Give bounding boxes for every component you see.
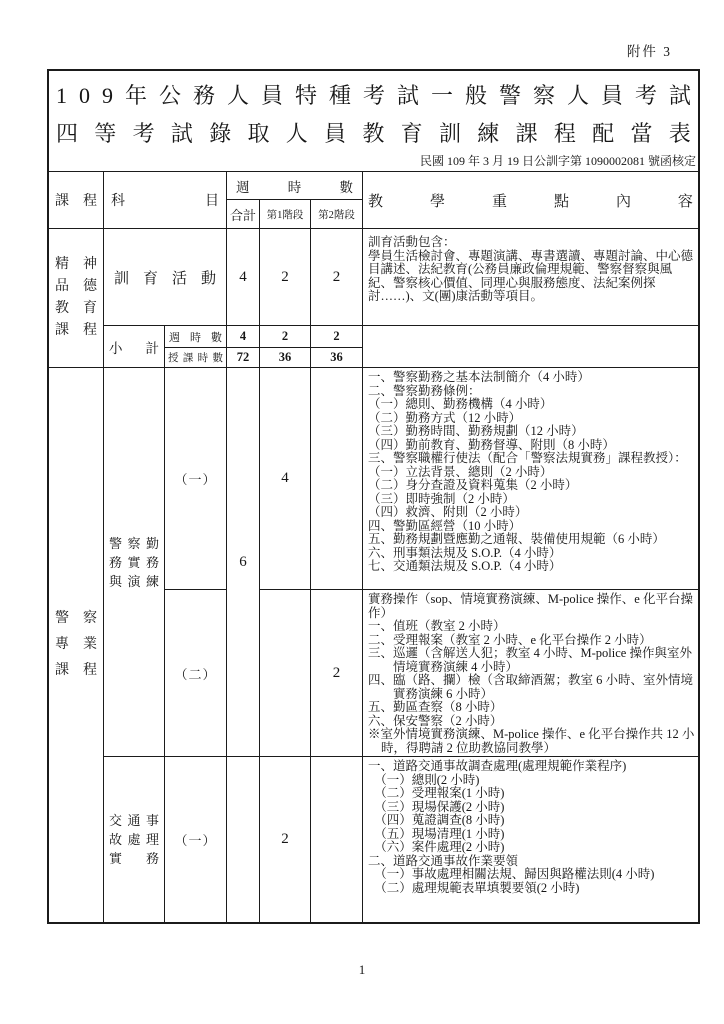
content-police-duty-part2-lines: 一、值班（教室 2 小時） 二、受理報案（教室 2 小時、e 化平台操作 2 小時） 三、巡邏（含解送人犯；教室 4 小時、M-police 操作與室外情境實務演練 4 小時） 四、臨（路、攔）檢（含取締酒駕；教室 6 小時、室外情境實務演練 6 小時） 五、勤區查察（8 小時） 六、保安警察（2 小時） ※室外情境實務演練、M-police 操作、e 化平台操作共 12 小時，得聘請 2 位助教協同教學） xyxy=(368,619,695,755)
section1-category-label: 精 神 品 德 教 育 課 程 xyxy=(55,257,97,338)
police-duty-part2-stage2: 2 xyxy=(311,590,363,757)
header-subject-label: 科 目 xyxy=(111,194,219,209)
header-teaching-content-label: 教 學 重 點 內 容 xyxy=(368,193,693,210)
content-police-duty-part2-intro: 實務操作（sop、情境實務演練、M-police 操作、e 化平台操作） xyxy=(368,592,693,620)
subtotal-content-empty xyxy=(363,326,698,368)
subtotal-teaching-stage2: 36 xyxy=(311,348,363,368)
subject-training-activities-label: 訓 育 活 動 xyxy=(114,270,216,287)
header-weekly-hours-label: 週 時 數 xyxy=(236,179,353,195)
training-hours-total: 4 xyxy=(227,229,260,326)
content-training-intro: 訓育活動包含： xyxy=(368,235,456,249)
header-teaching-content xyxy=(363,172,698,229)
header-stage1: 第1階段 xyxy=(260,200,311,229)
doc-title-line2: 四 等 考 試 錄 取 人 員 教 育 訓 練 課 程 配 當 表 xyxy=(56,121,691,146)
subject-training-activities xyxy=(104,229,227,326)
approval-note: 民國 109 年 3 月 19 日公訓字第 1090002081 號函核定 xyxy=(419,154,696,168)
traffic-part1-stage2 xyxy=(311,757,363,922)
police-duty-total: 6 xyxy=(227,368,260,757)
subject-traffic-accident-label: 交 通 事 故 處 理 實 務 xyxy=(109,813,159,866)
content-traffic-part1-lines: 一、道路交通事故調查處理(處理規範作業程序) （一）總則(2 小時) （二）受理報案(1 小時) （三）現場保護(2 小時) （四）蒐證調查(8 小時) （五）現場清理(1 小時) （六）案件處理(2 小時) 二、道路交通事故作業要領 （一）事故處理相關法規、歸因與路權法則(4 小時) （二）處理規範表單填製要領(2 小時) xyxy=(368,759,655,895)
section2-category-label: 警 察 專 業 課 程 xyxy=(55,611,97,678)
traffic-part1-label: （一） xyxy=(165,757,227,922)
header-subject xyxy=(104,172,227,229)
header-weekly-hours xyxy=(227,172,363,200)
subject-police-duty-label: 警 察 勤 務 實 務 與 演 練 xyxy=(109,535,159,589)
header-course-label: 課 程 xyxy=(55,194,97,209)
police-duty-part2-label: （二） xyxy=(165,590,227,757)
header-stage2: 第2階段 xyxy=(311,200,363,229)
header-total xyxy=(227,200,260,229)
section1-category xyxy=(49,229,104,368)
subtotal-teaching-label: 授 課 時 數 xyxy=(168,353,223,364)
subtotal-teaching-label-cell xyxy=(165,348,227,368)
doc-title-line1: 1 0 9 年 公 務 人 員 特 種 考 試 一 般 警 察 人 員 考 試 xyxy=(56,83,691,108)
section2-category xyxy=(49,368,104,922)
police-duty-part1-stage2 xyxy=(311,368,363,590)
subtotal-teaching-total: 72 xyxy=(227,348,260,368)
attachment-label: 附件 3 xyxy=(626,44,672,59)
traffic-part1-stage1: 2 xyxy=(260,757,311,922)
subtotal-weekly-stage1: 2 xyxy=(260,326,311,348)
training-hours-stage1: 2 xyxy=(260,229,311,326)
subtotal-weekly-label: 週 時 數 xyxy=(169,331,222,344)
content-traffic-part1 xyxy=(363,757,698,922)
subtotal-weekly-total: 4 xyxy=(227,326,260,348)
content-training-body: 學員生活檢討會、專題演講、專書選讀、專題討論、中心德目講述、法紀教育(公務員廉政倫理規範、警察督察與風紀、警察核心價值、同理心與服務態度、法紀案例探討……)、文(團)康活動等項目。 xyxy=(368,248,694,303)
subtotal-weekly-label-cell xyxy=(165,326,227,348)
police-duty-part2-stage1 xyxy=(260,590,311,757)
curriculum-table xyxy=(47,69,700,924)
content-police-duty-part1-lines: 一、警察勤務之基本法制簡介（4 小時） 二、警察勤務條例： （一）總則、勤務機構（4 小時） （二）勤務方式（12 小時） （三）勤務時間、勤務規劃（12 小時） （四）勤前教育、勤務督導、附則（8 小時） 三、警察職權行使法（配合「警察法規實務」課程教授）： （一）立法背景、總則（2 小時） （二）身分查證及資料蒐集（2 小時） （三）即時強制（2 小時） （四）救濟、附則（2 小時） 四、警勤區經營（10 小時） 五、勤務規劃暨應勤之通報、裝備使用規範（6 小時） 六、刑事類法規及 S.O.P.（4 小時） 七、交通類法規及 S.O.P.（4 小時） xyxy=(368,370,687,573)
content-training-activities xyxy=(363,229,698,326)
police-duty-part1-stage1: 4 xyxy=(260,368,311,590)
header-course xyxy=(49,172,104,229)
header-total-label: 合 計 xyxy=(229,207,257,223)
traffic-total xyxy=(227,757,260,922)
police-duty-part1-label: （一） xyxy=(165,368,227,590)
training-hours-stage2: 2 xyxy=(311,229,363,326)
subject-police-duty xyxy=(104,368,165,757)
content-police-duty-part2 xyxy=(363,590,698,757)
subtotal-teaching-stage1: 36 xyxy=(260,348,311,368)
subtotal-weekly-stage2: 2 xyxy=(311,326,363,348)
subtotal-label-cell xyxy=(104,326,165,368)
page-number: 1 xyxy=(358,962,366,977)
content-police-duty-part1 xyxy=(363,368,698,590)
subtotal-label: 小 計 xyxy=(109,340,159,356)
table-title-block xyxy=(49,71,698,172)
subject-traffic-accident xyxy=(104,757,165,922)
